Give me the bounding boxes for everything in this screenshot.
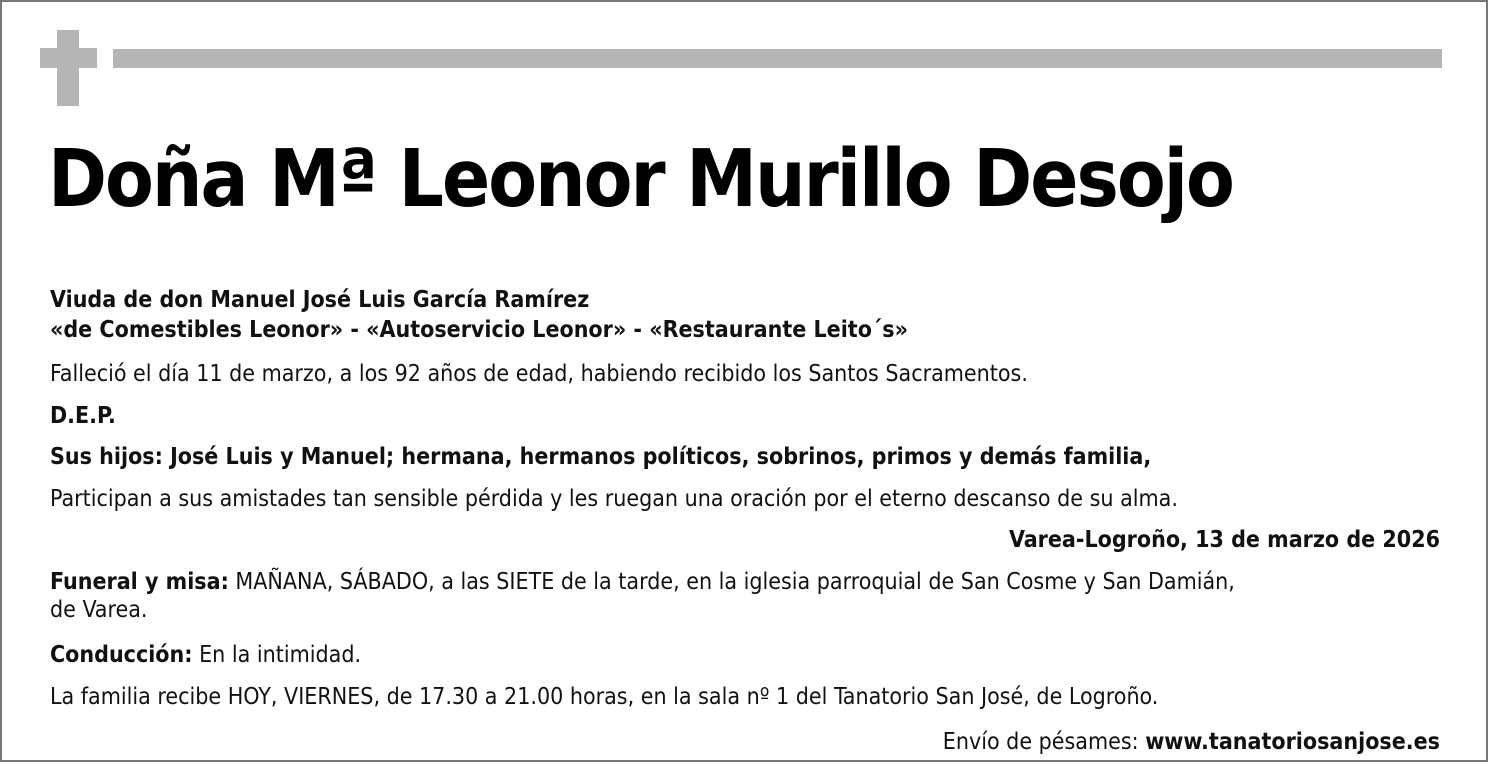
funeral-line-2: de Varea. — [50, 597, 148, 623]
deceased-name: Doña Mª Leonor Murillo Desojo — [48, 133, 1233, 225]
header-rule — [113, 49, 1442, 68]
conduction-text: En la intimidad. — [192, 642, 362, 668]
conduction-line — [50, 642, 361, 668]
rip-text: D.E.P. — [50, 403, 116, 429]
death-line: Falleció el día 11 de marzo, a los 92 años de edad, habiendo recibido los Santos Sacramentos. — [50, 361, 1028, 387]
businesses-line: «de Comestibles Leonor» - «Autoservicio Leonor» - «Restaurante Leito´s» — [50, 317, 908, 343]
condolences-line — [943, 729, 1440, 755]
funeral-line — [50, 569, 1235, 595]
cross-vertical-bar — [57, 30, 79, 106]
reception-line: La familia recibe HOY, VIERNES, de 17.30 a 21.00 horas, en la sala nº 1 del Tanatorio San José, de Logroño. — [50, 684, 1159, 710]
funeral-label: Funeral y misa: — [50, 569, 229, 595]
conduction-label: Conducción: — [50, 642, 193, 668]
widow-line: Viuda de don Manuel José Luis García Ramírez — [50, 287, 590, 313]
condolences-label: Envío de pésames: — [942, 729, 1146, 755]
funeral-text: MAÑANA, SÁBADO, a las SIETE de la tarde, en la iglesia parroquial de San Cosme y San Damián, — [228, 569, 1235, 595]
family-line: Sus hijos: José Luis y Manuel; hermana, hermanos políticos, sobrinos, primos y demás familia, — [50, 444, 1152, 470]
participation-line: Participan a sus amistades tan sensible pérdida y les ruegan una oración por el eterno descanso de su alma. — [50, 486, 1178, 512]
website-link[interactable]: www.tanatoriosanjose.es — [1145, 729, 1440, 755]
place-date: Varea-Logroño, 13 de marzo de 2026 — [1008, 527, 1440, 553]
cross-horizontal-bar — [40, 48, 97, 68]
